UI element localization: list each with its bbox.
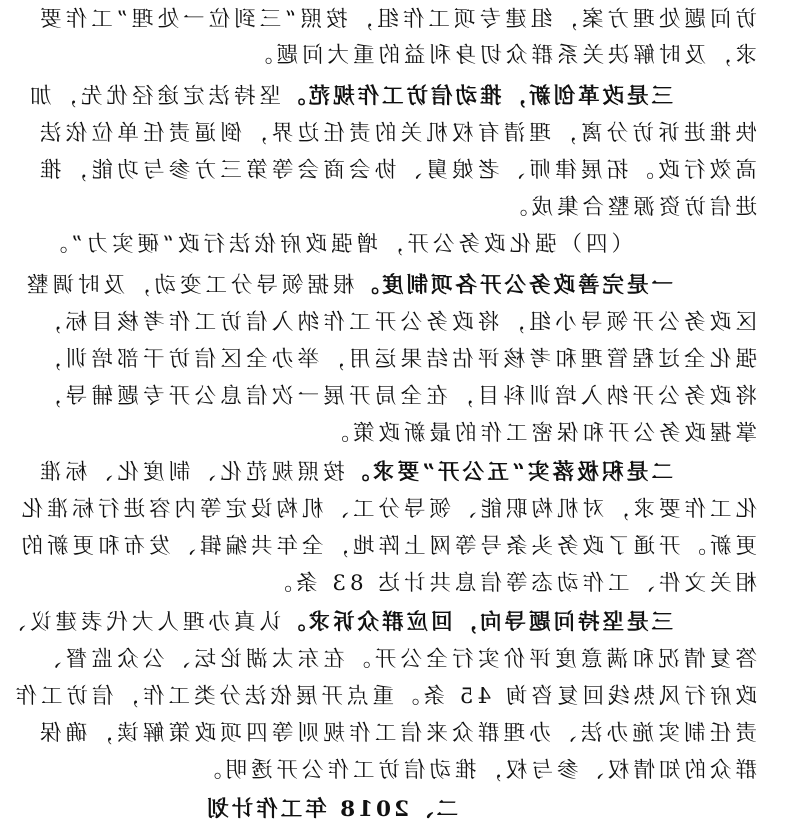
paragraph-lead: 二是积极落实“五公开”要求。	[344, 460, 673, 485]
section-heading: 二、2018 年工作计划	[204, 797, 458, 822]
paragraph-line: 三是坚持问题导向，回应群众诉求。认真办理人大代表建议、	[0, 610, 673, 635]
paragraph-line: 三是改革创新，推动信访工作规范。坚持法定途径优先，加	[25, 84, 673, 109]
paragraph-line: 求，及时解决关系群众切身利益的重大问题。	[246, 43, 757, 68]
paragraph-line: 进信访资源整合集成。	[501, 195, 757, 220]
paragraph-lead: 三是坚持问题导向，回应群众诉求。	[280, 610, 673, 635]
paragraph-line: 政府行风热线回复咨询 45 条。重点开展依法分类工作，信访工作	[11, 684, 757, 709]
paragraph-line: 区政务公开领导小组，将政务公开工作纳入信访工作考核目标，	[36, 310, 757, 335]
paragraph-lead: 一是完善政务公开各项制度。	[354, 273, 673, 298]
paragraph-line: 更新。开通了政务头条号等网上阵地，全年共编辑、发布和更新的	[17, 534, 757, 559]
paragraph-line: 答复情况和满意度评价实行全公开。在东太湖论坛、公众监督、	[36, 647, 757, 672]
paragraph-line: 将政务公开纳入培训科目，在全局开展一次信息公开专题辅导，	[36, 384, 757, 409]
paragraph-line: 高效行政。拓展律师、老娘舅、协会商会等第三方参与功能，推	[36, 158, 757, 183]
paragraph-line: 掌握政务公开和保密工作的最新政策。	[323, 421, 757, 446]
paragraph-lead: 三是改革创新，推动信访工作规范。	[280, 84, 673, 109]
paragraph-line: 群众的知情权、参与权，推动信访工作公开透明。	[195, 758, 757, 783]
section-heading: （四）强化政务公开，增强政府依法行政“硬实力”。	[42, 232, 633, 257]
paragraph-line: 强化全过程管理和考核评估结果运用，举办全区信访干部培训，	[36, 347, 757, 372]
paragraph-line: 二是积极落实“五公开”要求。按照规范化、制度化、标准	[36, 460, 673, 485]
paragraph-line: 责任制实施办法、办理群众来信工作规则等四项政策解读，确保	[36, 721, 757, 746]
paragraph-line: 快推进诉访分离，理清有权机关的责任边界，倒逼责任单位依法	[36, 121, 757, 146]
paragraph-line: 访问题处理方案，组建专项工作组，按照“三到位一处理”工作要	[36, 7, 757, 32]
paragraph-line: 一是完善政务公开各项制度。根据领导分工变动，及时调整	[22, 273, 673, 298]
paragraph-line: 相关文件、工作动态等信息共计达 83 条。	[266, 571, 757, 596]
paragraph-line: 化工作要求，对机构职能、领导分工、机构设定等内容进行标准化	[17, 497, 757, 522]
